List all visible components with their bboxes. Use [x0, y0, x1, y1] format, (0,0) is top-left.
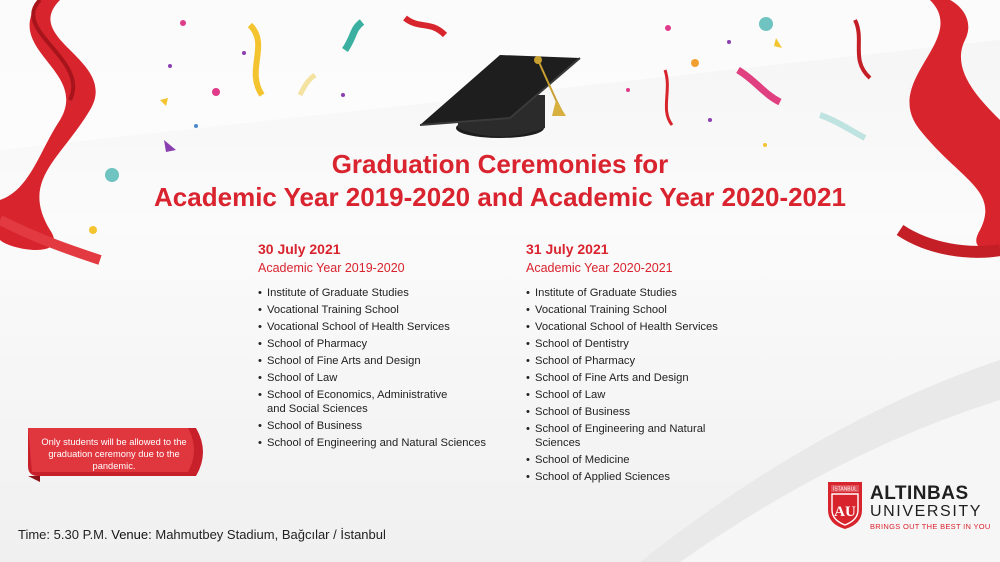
notice-text: Only students will be allowed to the graduation ceremony due to the pandemic. — [41, 437, 187, 471]
list-item: • School of Business — [526, 405, 756, 419]
title-line-1: Graduation Ceremonies for — [331, 149, 669, 179]
list-item: • School of Fine Arts and Design — [258, 354, 508, 368]
page-title — [0, 148, 1000, 214]
right-year: Academic Year 2020-2021 — [526, 261, 673, 275]
list-item: • School of Pharmacy — [526, 354, 756, 368]
list-item: • Institute of Graduate Studies — [258, 286, 508, 300]
shield-icon — [826, 480, 864, 530]
venue-label: Venue: — [111, 527, 152, 542]
logo-university: UNIVERSITY — [870, 503, 983, 520]
list-item: • School of Applied Sciences — [526, 470, 756, 484]
title-line-2: Academic Year 2019-2020 and Academic Year 2020-2021 — [154, 182, 846, 212]
pandemic-notice-banner — [28, 420, 210, 482]
list-item: • School of Fine Arts and Design — [526, 371, 756, 385]
list-item: • Vocational Training School — [526, 303, 756, 317]
left-year: Academic Year 2019-2020 — [258, 261, 405, 275]
list-item: • School of Pharmacy — [258, 337, 508, 351]
logo-tagline: BRINGS OUT THE BEST IN YOU — [870, 522, 991, 531]
list-item: • School of Dentistry — [526, 337, 756, 351]
list-item: • School of Economics, Administrative and Social Sciences — [258, 388, 457, 416]
shield-text: İSTANBUL — [832, 486, 858, 493]
list-item: • School of Medicine — [526, 453, 756, 467]
right-column — [526, 240, 756, 487]
list-item: • School of Engineering and Natural Sciences — [526, 422, 720, 450]
event-details — [18, 527, 386, 542]
list-item: • School of Engineering and Natural Sciences — [258, 436, 508, 450]
left-date: 30 July 2021 — [258, 241, 341, 257]
list-item: • School of Law — [258, 371, 508, 385]
list-item: • School of Law — [526, 388, 756, 402]
list-item: • Vocational Training School — [258, 303, 508, 317]
list-item: • Vocational School of Health Services — [258, 320, 508, 334]
logo-name: ALTINBAS — [870, 483, 969, 504]
right-date: 31 July 2021 — [526, 241, 609, 257]
left-school-list — [258, 286, 508, 450]
left-column — [258, 240, 508, 453]
list-item: • Institute of Graduate Studies — [526, 286, 756, 300]
university-logo — [826, 480, 991, 530]
right-school-list — [526, 286, 756, 484]
shield-monogram: AU — [834, 504, 856, 520]
list-item: • School of Business — [258, 419, 508, 433]
venue-value: Mahmutbey Stadium, Bağcılar / İstanbul — [155, 527, 386, 542]
time-value: 5.30 P.M. — [53, 527, 108, 542]
list-item: • Vocational School of Health Services — [526, 320, 756, 334]
time-label: Time: — [18, 527, 51, 542]
